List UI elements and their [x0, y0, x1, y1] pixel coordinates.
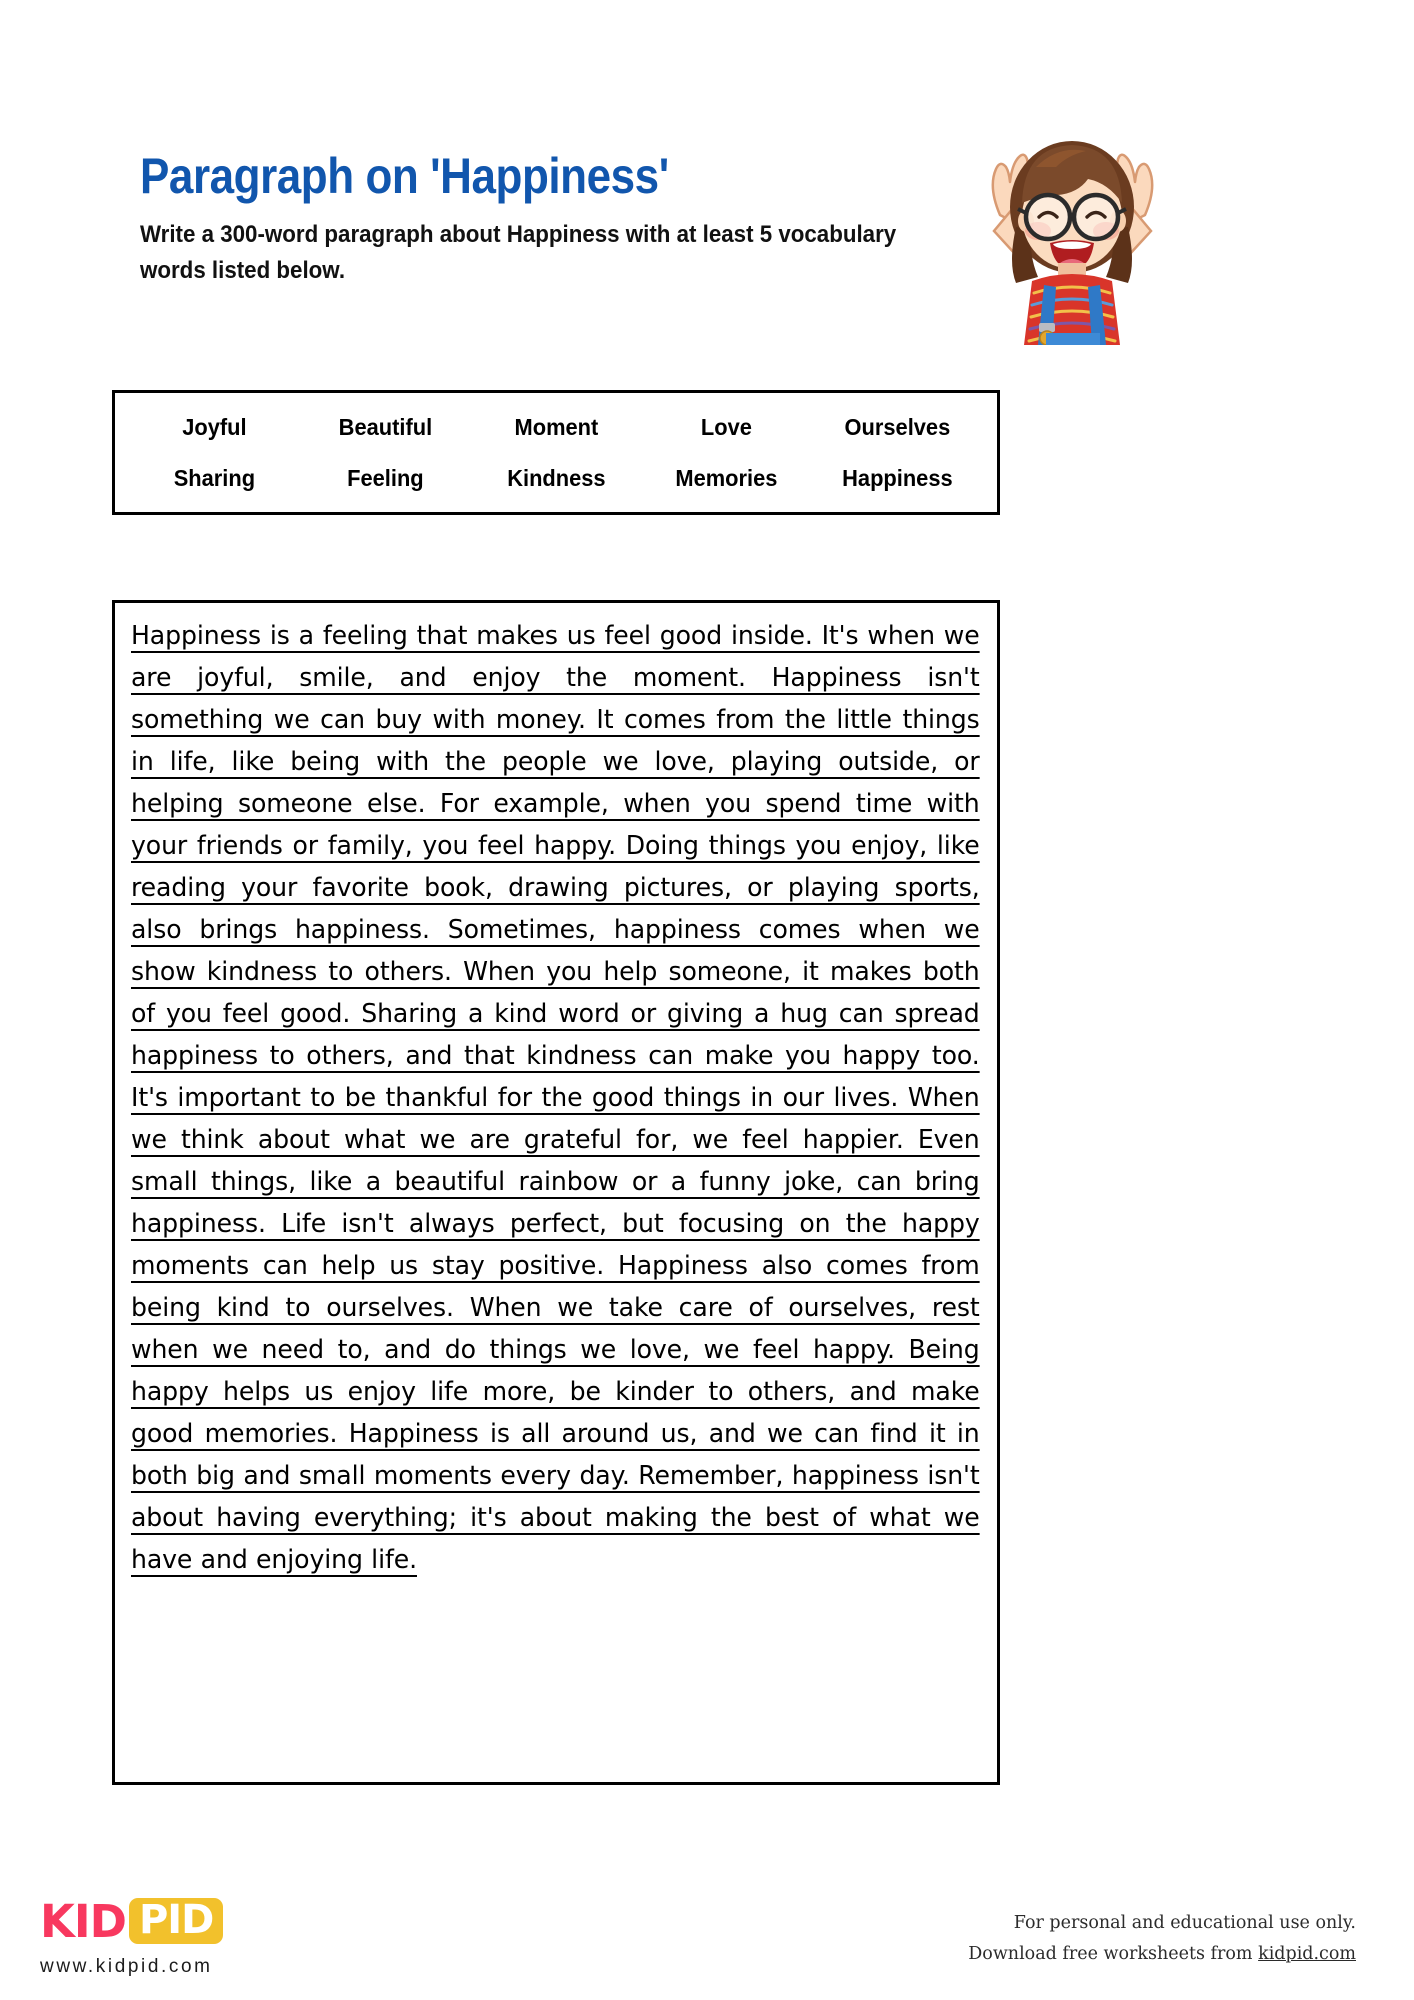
logo-kid-text: KID: [40, 1894, 126, 1948]
vocabulary-row: [129, 402, 983, 453]
footer-note-line2: [968, 1939, 1356, 1970]
kidpid-logo: [40, 1895, 460, 1978]
vocabulary-word: Ourselves: [844, 413, 951, 440]
footer-note-line1: For personal and educational use only.: [1013, 1913, 1356, 1933]
logo-pid-text: PID: [138, 1897, 214, 1943]
vocabulary-word: Memories: [675, 464, 778, 491]
footer-note-prefix: Download free worksheets from: [968, 1943, 1259, 1964]
kidpid-link[interactable]: kidpid.com: [1258, 1943, 1356, 1964]
vocabulary-word: Moment: [514, 413, 598, 440]
vocabulary-word: Happiness: [842, 464, 953, 491]
logo-pid-badge: [129, 1898, 223, 1944]
vocabulary-word: Beautiful: [338, 413, 432, 440]
worksheet-header: [140, 150, 1000, 289]
vocabulary-word: Sharing: [173, 464, 256, 491]
logo-mark: [40, 1895, 460, 1947]
instructions-text: Write a 300-word paragraph about Happiness with at least 5 vocabulary words listed below.: [140, 220, 897, 284]
vocabulary-row: [129, 453, 983, 504]
vocabulary-word-bank: [112, 390, 1000, 515]
logo-url-text: www.kidpid.com: [40, 1956, 213, 1977]
page-title: Paragraph on 'Happiness': [140, 148, 669, 204]
vocabulary-word: Kindness: [506, 464, 606, 491]
vocabulary-word: Joyful: [182, 413, 247, 440]
paragraph-body-text: Happiness is a feeling that makes us feel good inside. It's when we are joyful, smile, and enjoy the moment. Happiness isn't something we can buy with money. It comes from the little things in life, like being with the people we love, playing outside, or helping someone else. For example, when you spend time with your friends or family, you feel happy. Doing things you enjoy, like reading your favorite book, drawing pictures, or playing sports, also brings happiness. Sometimes, happiness comes when we show kindness to others. When you help someone, it makes both of you feel good. Sharing a kind word or giving a hug can spread happiness to others, and that kindness can make you happy too. It's important to be thankful for the good things in our lives. When we think about what we are grateful for, we feel happier. Even small things, like a beautiful rainbow or a funny joke, can bring happiness. Life isn't always perfect, but focusing on the happy moments can help us stay positive. Happiness also comes from being kind to ourselves. When we take care of ourselves, rest when we need to, and do things we love, we feel happy. Being happy helps us enjoy life more, be kinder to others, and make good memories. Happiness is all around us, and we can find it in both big and small moments every day. Remember, happiness isn't about having everything; it's about making the best of what we have and enjoying life.: [131, 621, 980, 1575]
happy-girl-icon: [940, 95, 1200, 345]
footer-note: [968, 1908, 1356, 1969]
vocabulary-word: Feeling: [346, 464, 424, 491]
vocabulary-word: Love: [701, 413, 753, 440]
paragraph-answer-box[interactable]: [112, 600, 1000, 1785]
happy-girl-illustration: [940, 95, 1200, 345]
